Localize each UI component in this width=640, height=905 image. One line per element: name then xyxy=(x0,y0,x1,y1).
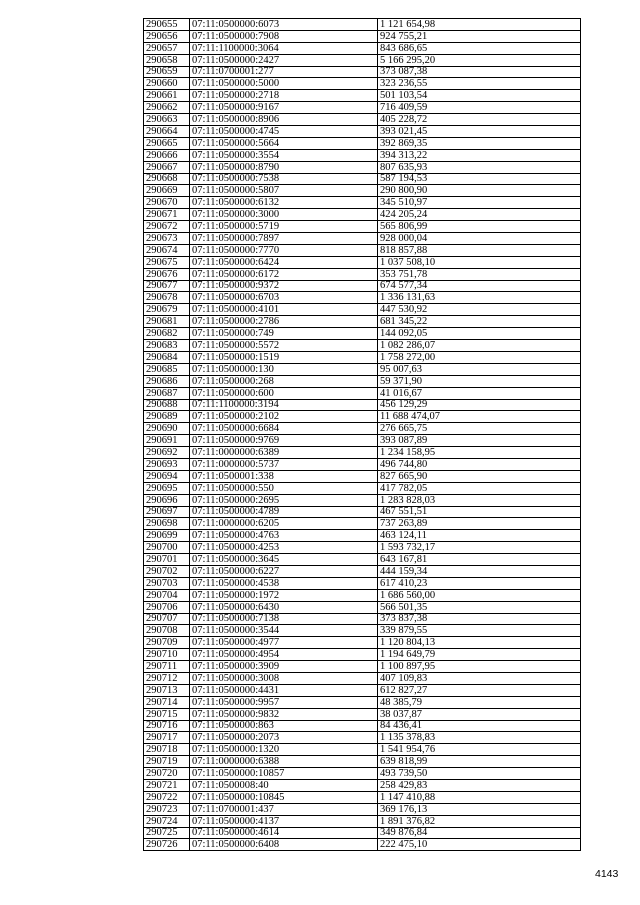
value-cell: 444 159,34 xyxy=(378,565,581,577)
value-cell: 1 120 804,13 xyxy=(378,637,581,649)
table-row xyxy=(144,244,581,256)
value-cell: 1 891 376,82 xyxy=(378,815,581,827)
table-row xyxy=(144,601,581,613)
cadastral-number-cell: 07:11:0500000:4431 xyxy=(190,684,378,696)
row-number-cell: 290723 xyxy=(144,803,190,815)
cadastral-number-cell: 07:11:0500000:6073 xyxy=(190,19,378,31)
table-row xyxy=(144,280,581,292)
cadastral-number-cell: 07:11:0500000:1519 xyxy=(190,351,378,363)
value-cell: 1 194 649,79 xyxy=(378,649,581,661)
row-number-cell: 290684 xyxy=(144,351,190,363)
row-number-cell: 290724 xyxy=(144,815,190,827)
value-cell: 407 109,83 xyxy=(378,672,581,684)
table-row xyxy=(144,221,581,233)
table-row xyxy=(144,30,581,42)
cadastral-number-cell: 07:11:0500000:6424 xyxy=(190,256,378,268)
cadastral-number-cell: 07:11:0500000:4977 xyxy=(190,637,378,649)
value-cell: 373 087,38 xyxy=(378,66,581,78)
row-number-cell: 290690 xyxy=(144,423,190,435)
cadastral-number-cell: 07:11:0000000:6389 xyxy=(190,447,378,459)
row-number-cell: 290717 xyxy=(144,732,190,744)
table-row xyxy=(144,375,581,387)
table-row xyxy=(144,209,581,221)
row-number-cell: 290718 xyxy=(144,744,190,756)
table-row xyxy=(144,506,581,518)
table-row xyxy=(144,114,581,126)
row-number-cell: 290716 xyxy=(144,720,190,732)
cadastral-number-cell: 07:11:0500000:6408 xyxy=(190,839,378,851)
table-row xyxy=(144,768,581,780)
cadastral-number-cell: 07:11:0500000:5807 xyxy=(190,185,378,197)
table-row xyxy=(144,435,581,447)
value-cell: 84 436,41 xyxy=(378,720,581,732)
cadastral-number-cell: 07:11:0500000:2718 xyxy=(190,90,378,102)
cadastral-number-cell: 07:11:0500000:5719 xyxy=(190,221,378,233)
row-number-cell: 290687 xyxy=(144,387,190,399)
table-row xyxy=(144,423,581,435)
value-cell: 501 103,54 xyxy=(378,90,581,102)
table-row xyxy=(144,696,581,708)
value-cell: 843 686,65 xyxy=(378,42,581,54)
value-cell: 818 857,88 xyxy=(378,244,581,256)
row-number-cell: 290660 xyxy=(144,78,190,90)
table-row xyxy=(144,744,581,756)
cadastral-number-cell: 07:11:0500000:7538 xyxy=(190,173,378,185)
row-number-cell: 290671 xyxy=(144,209,190,221)
table-row xyxy=(144,637,581,649)
value-cell: 681 345,22 xyxy=(378,316,581,328)
table-row xyxy=(144,649,581,661)
value-cell: 1 758 272,00 xyxy=(378,351,581,363)
row-number-cell: 290726 xyxy=(144,839,190,851)
row-number-cell: 290674 xyxy=(144,244,190,256)
value-cell: 11 688 474,07 xyxy=(378,411,581,423)
row-number-cell: 290685 xyxy=(144,363,190,375)
table-row xyxy=(144,66,581,78)
cadastral-number-cell: 07:11:0500001:338 xyxy=(190,470,378,482)
value-cell: 290 800,90 xyxy=(378,185,581,197)
table-row xyxy=(144,387,581,399)
row-number-cell: 290689 xyxy=(144,411,190,423)
value-cell: 566 501,35 xyxy=(378,601,581,613)
value-cell: 447 530,92 xyxy=(378,304,581,316)
cadastral-number-cell: 07:11:0500000:268 xyxy=(190,375,378,387)
table-row xyxy=(144,363,581,375)
table-row xyxy=(144,458,581,470)
row-number-cell: 290686 xyxy=(144,375,190,387)
value-cell: 393 087,89 xyxy=(378,435,581,447)
cadastral-number-cell: 07:11:0700001:437 xyxy=(190,803,378,815)
value-cell: 95 007,63 xyxy=(378,363,581,375)
table-row xyxy=(144,304,581,316)
value-cell: 48 385,79 xyxy=(378,696,581,708)
table-body xyxy=(144,19,581,851)
table-row xyxy=(144,684,581,696)
cadastral-number-cell: 07:11:0500000:2073 xyxy=(190,732,378,744)
cadastral-number-cell: 07:11:0500000:9957 xyxy=(190,696,378,708)
row-number-cell: 290663 xyxy=(144,114,190,126)
row-number-cell: 290655 xyxy=(144,19,190,31)
row-number-cell: 290681 xyxy=(144,316,190,328)
table-row xyxy=(144,482,581,494)
value-cell: 456 129,29 xyxy=(378,399,581,411)
cadastral-number-cell: 07:11:0500000:8906 xyxy=(190,114,378,126)
value-cell: 373 837,38 xyxy=(378,613,581,625)
value-cell: 1 135 378,83 xyxy=(378,732,581,744)
table-row xyxy=(144,470,581,482)
table-row xyxy=(144,839,581,851)
cadastral-number-cell: 07:11:0500000:9372 xyxy=(190,280,378,292)
value-cell: 674 577,34 xyxy=(378,280,581,292)
row-number-cell: 290688 xyxy=(144,399,190,411)
table-row xyxy=(144,399,581,411)
cadastral-number-cell: 07:11:0500000:3008 xyxy=(190,672,378,684)
table-row xyxy=(144,102,581,114)
table-row xyxy=(144,494,581,506)
row-number-cell: 290672 xyxy=(144,221,190,233)
value-cell: 38 037,87 xyxy=(378,708,581,720)
cadastral-number-cell: 07:11:0500000:8790 xyxy=(190,161,378,173)
row-number-cell: 290665 xyxy=(144,137,190,149)
cadastral-number-cell: 07:11:0500000:130 xyxy=(190,363,378,375)
table-row xyxy=(144,149,581,161)
table-row xyxy=(144,90,581,102)
row-number-cell: 290670 xyxy=(144,197,190,209)
row-number-cell: 290662 xyxy=(144,102,190,114)
value-cell: 276 665,75 xyxy=(378,423,581,435)
value-cell: 716 409,59 xyxy=(378,102,581,114)
row-number-cell: 290678 xyxy=(144,292,190,304)
value-cell: 1 541 954,76 xyxy=(378,744,581,756)
cadastral-number-cell: 07:11:0000000:6388 xyxy=(190,756,378,768)
table-row xyxy=(144,340,581,352)
row-number-cell: 290697 xyxy=(144,506,190,518)
table-row xyxy=(144,780,581,792)
cadastral-number-cell: 07:11:0500000:4789 xyxy=(190,506,378,518)
table-row xyxy=(144,351,581,363)
row-number-cell: 290725 xyxy=(144,827,190,839)
table-row xyxy=(144,197,581,209)
value-cell: 1 593 732,17 xyxy=(378,542,581,554)
table-row xyxy=(144,708,581,720)
row-number-cell: 290699 xyxy=(144,530,190,542)
cadastral-number-cell: 07:11:0000000:5737 xyxy=(190,458,378,470)
value-cell: 392 869,35 xyxy=(378,137,581,149)
row-number-cell: 290666 xyxy=(144,149,190,161)
table-row xyxy=(144,173,581,185)
cadastral-number-cell: 07:11:0500000:1320 xyxy=(190,744,378,756)
value-cell: 369 176,13 xyxy=(378,803,581,815)
value-cell: 612 827,27 xyxy=(378,684,581,696)
table-row xyxy=(144,447,581,459)
row-number-cell: 290694 xyxy=(144,470,190,482)
cadastral-number-cell: 07:11:0500000:9769 xyxy=(190,435,378,447)
value-cell: 1 037 508,10 xyxy=(378,256,581,268)
table-row xyxy=(144,661,581,673)
table-row xyxy=(144,732,581,744)
cadastral-number-cell: 07:11:0500000:6132 xyxy=(190,197,378,209)
value-cell: 5 166 295,20 xyxy=(378,54,581,66)
value-cell: 1 100 897,95 xyxy=(378,661,581,673)
row-number-cell: 290677 xyxy=(144,280,190,292)
cadastral-number-cell: 07:11:0500000:2427 xyxy=(190,54,378,66)
cadastral-number-cell: 07:11:0500000:6430 xyxy=(190,601,378,613)
row-number-cell: 290706 xyxy=(144,601,190,613)
value-cell: 323 236,55 xyxy=(378,78,581,90)
cadastral-number-cell: 07:11:0500000:4763 xyxy=(190,530,378,542)
cadastral-number-cell: 07:11:0500000:6227 xyxy=(190,565,378,577)
table-row xyxy=(144,42,581,54)
cadastral-number-cell: 07:11:0500000:7138 xyxy=(190,613,378,625)
table-row xyxy=(144,803,581,815)
table-row xyxy=(144,328,581,340)
value-cell: 345 510,97 xyxy=(378,197,581,209)
cadastral-number-cell: 07:11:0500000:3544 xyxy=(190,625,378,637)
table-row xyxy=(144,791,581,803)
data-table xyxy=(143,18,581,851)
table-row xyxy=(144,126,581,138)
value-cell: 144 092,05 xyxy=(378,328,581,340)
cadastral-number-cell: 07:11:0500000:749 xyxy=(190,328,378,340)
cadastral-number-cell: 07:11:0500000:7897 xyxy=(190,233,378,245)
row-number-cell: 290710 xyxy=(144,649,190,661)
cadastral-number-cell: 07:11:1100000:3064 xyxy=(190,42,378,54)
table-row xyxy=(144,756,581,768)
value-cell: 59 371,90 xyxy=(378,375,581,387)
value-cell: 493 739,50 xyxy=(378,768,581,780)
value-cell: 807 635,93 xyxy=(378,161,581,173)
page-number: 4143 xyxy=(595,868,619,880)
row-number-cell: 290696 xyxy=(144,494,190,506)
value-cell: 1 082 286,07 xyxy=(378,340,581,352)
cadastral-number-cell: 07:11:0500000:3645 xyxy=(190,554,378,566)
cadastral-number-cell: 07:11:0500000:10857 xyxy=(190,768,378,780)
row-number-cell: 290714 xyxy=(144,696,190,708)
row-number-cell: 290691 xyxy=(144,435,190,447)
cadastral-number-cell: 07:11:0500000:4954 xyxy=(190,649,378,661)
cadastral-number-cell: 07:11:0500000:600 xyxy=(190,387,378,399)
row-number-cell: 290692 xyxy=(144,447,190,459)
row-number-cell: 290695 xyxy=(144,482,190,494)
cadastral-number-cell: 07:11:0500000:550 xyxy=(190,482,378,494)
row-number-cell: 290679 xyxy=(144,304,190,316)
row-number-cell: 290683 xyxy=(144,340,190,352)
value-cell: 349 876,84 xyxy=(378,827,581,839)
row-number-cell: 290669 xyxy=(144,185,190,197)
row-number-cell: 290656 xyxy=(144,30,190,42)
value-cell: 1 121 654,98 xyxy=(378,19,581,31)
cadastral-number-cell: 07:11:0500000:4253 xyxy=(190,542,378,554)
cadastral-number-cell: 07:11:0500000:6172 xyxy=(190,268,378,280)
row-number-cell: 290713 xyxy=(144,684,190,696)
cadastral-number-cell: 07:11:0500000:1972 xyxy=(190,589,378,601)
value-cell: 1 234 158,95 xyxy=(378,447,581,459)
value-cell: 394 313,22 xyxy=(378,149,581,161)
cadastral-number-cell: 07:11:0500000:4137 xyxy=(190,815,378,827)
table-row xyxy=(144,78,581,90)
table-row xyxy=(144,233,581,245)
row-number-cell: 290719 xyxy=(144,756,190,768)
table-row xyxy=(144,815,581,827)
row-number-cell: 290712 xyxy=(144,672,190,684)
table-row xyxy=(144,720,581,732)
value-cell: 41 016,67 xyxy=(378,387,581,399)
row-number-cell: 290721 xyxy=(144,780,190,792)
row-number-cell: 290707 xyxy=(144,613,190,625)
cadastral-number-cell: 07:11:0500000:7770 xyxy=(190,244,378,256)
row-number-cell: 290664 xyxy=(144,126,190,138)
table-row xyxy=(144,530,581,542)
cadastral-number-cell: 07:11:0500000:5664 xyxy=(190,137,378,149)
row-number-cell: 290703 xyxy=(144,577,190,589)
row-number-cell: 290657 xyxy=(144,42,190,54)
row-number-cell: 290698 xyxy=(144,518,190,530)
row-number-cell: 290708 xyxy=(144,625,190,637)
cadastral-number-cell: 07:11:0500000:9167 xyxy=(190,102,378,114)
table-row xyxy=(144,161,581,173)
row-number-cell: 290682 xyxy=(144,328,190,340)
cadastral-number-cell: 07:11:1100000:3194 xyxy=(190,399,378,411)
table-row xyxy=(144,589,581,601)
row-number-cell: 290702 xyxy=(144,565,190,577)
cadastral-number-cell: 07:11:0500000:7908 xyxy=(190,30,378,42)
cadastral-number-cell: 07:11:0700001:277 xyxy=(190,66,378,78)
value-cell: 737 263,89 xyxy=(378,518,581,530)
value-cell: 222 475,10 xyxy=(378,839,581,851)
value-cell: 463 124,11 xyxy=(378,530,581,542)
cadastral-number-cell: 07:11:0000000:6205 xyxy=(190,518,378,530)
table-row xyxy=(144,565,581,577)
table-row xyxy=(144,827,581,839)
table-row xyxy=(144,268,581,280)
table-row xyxy=(144,54,581,66)
value-cell: 467 551,51 xyxy=(378,506,581,518)
cadastral-number-cell: 07:11:0500000:9832 xyxy=(190,708,378,720)
table-row xyxy=(144,554,581,566)
value-cell: 1 147 410,88 xyxy=(378,791,581,803)
value-cell: 339 879,55 xyxy=(378,625,581,637)
value-cell: 928 000,04 xyxy=(378,233,581,245)
table-row xyxy=(144,19,581,31)
value-cell: 1 336 131,63 xyxy=(378,292,581,304)
value-cell: 587 194,53 xyxy=(378,173,581,185)
cadastral-number-cell: 07:11:0500000:6684 xyxy=(190,423,378,435)
cadastral-number-cell: 07:11:0500000:4745 xyxy=(190,126,378,138)
cadastral-number-cell: 07:11:0500000:2786 xyxy=(190,316,378,328)
cadastral-number-cell: 07:11:0500000:5572 xyxy=(190,340,378,352)
value-cell: 565 806,99 xyxy=(378,221,581,233)
row-number-cell: 290720 xyxy=(144,768,190,780)
cadastral-number-cell: 07:11:0500000:3909 xyxy=(190,661,378,673)
row-number-cell: 290701 xyxy=(144,554,190,566)
row-number-cell: 290722 xyxy=(144,791,190,803)
cadastral-number-cell: 07:11:0500000:10845 xyxy=(190,791,378,803)
value-cell: 1 686 560,00 xyxy=(378,589,581,601)
value-cell: 417 782,05 xyxy=(378,482,581,494)
cadastral-number-cell: 07:11:0500000:6703 xyxy=(190,292,378,304)
row-number-cell: 290668 xyxy=(144,173,190,185)
value-cell: 617 410,23 xyxy=(378,577,581,589)
value-cell: 424 205,24 xyxy=(378,209,581,221)
table-row xyxy=(144,411,581,423)
table-row xyxy=(144,292,581,304)
table-row xyxy=(144,256,581,268)
row-number-cell: 290661 xyxy=(144,90,190,102)
value-cell: 924 755,21 xyxy=(378,30,581,42)
value-cell: 393 021,45 xyxy=(378,126,581,138)
cadastral-number-cell: 07:11:0500000:2695 xyxy=(190,494,378,506)
cadastral-number-cell: 07:11:0500000:4538 xyxy=(190,577,378,589)
table-row xyxy=(144,316,581,328)
cadastral-number-cell: 07:11:0500000:2102 xyxy=(190,411,378,423)
cadastral-number-cell: 07:11:0500000:3554 xyxy=(190,149,378,161)
row-number-cell: 290658 xyxy=(144,54,190,66)
value-cell: 353 751,78 xyxy=(378,268,581,280)
row-number-cell: 290711 xyxy=(144,661,190,673)
row-number-cell: 290715 xyxy=(144,708,190,720)
value-cell: 827 665,90 xyxy=(378,470,581,482)
value-cell: 405 228,72 xyxy=(378,114,581,126)
row-number-cell: 290704 xyxy=(144,589,190,601)
row-number-cell: 290659 xyxy=(144,66,190,78)
row-number-cell: 290673 xyxy=(144,233,190,245)
table-row xyxy=(144,613,581,625)
value-cell: 258 429,83 xyxy=(378,780,581,792)
table-row xyxy=(144,518,581,530)
row-number-cell: 290700 xyxy=(144,542,190,554)
row-number-cell: 290693 xyxy=(144,458,190,470)
value-cell: 496 744,80 xyxy=(378,458,581,470)
cadastral-number-cell: 07:11:0500000:5000 xyxy=(190,78,378,90)
row-number-cell: 290667 xyxy=(144,161,190,173)
cadastral-number-cell: 07:11:0500008:40 xyxy=(190,780,378,792)
cadastral-number-cell: 07:11:0500000:863 xyxy=(190,720,378,732)
value-cell: 1 283 828,03 xyxy=(378,494,581,506)
row-number-cell: 290676 xyxy=(144,268,190,280)
value-cell: 639 818,99 xyxy=(378,756,581,768)
value-cell: 643 167,81 xyxy=(378,554,581,566)
table-row xyxy=(144,542,581,554)
cadastral-number-cell: 07:11:0500000:4614 xyxy=(190,827,378,839)
table-row xyxy=(144,625,581,637)
table-row xyxy=(144,137,581,149)
table-row xyxy=(144,577,581,589)
table-row xyxy=(144,672,581,684)
cadastral-number-cell: 07:11:0500000:4101 xyxy=(190,304,378,316)
row-number-cell: 290709 xyxy=(144,637,190,649)
cadastral-number-cell: 07:11:0500000:3000 xyxy=(190,209,378,221)
row-number-cell: 290675 xyxy=(144,256,190,268)
table-row xyxy=(144,185,581,197)
